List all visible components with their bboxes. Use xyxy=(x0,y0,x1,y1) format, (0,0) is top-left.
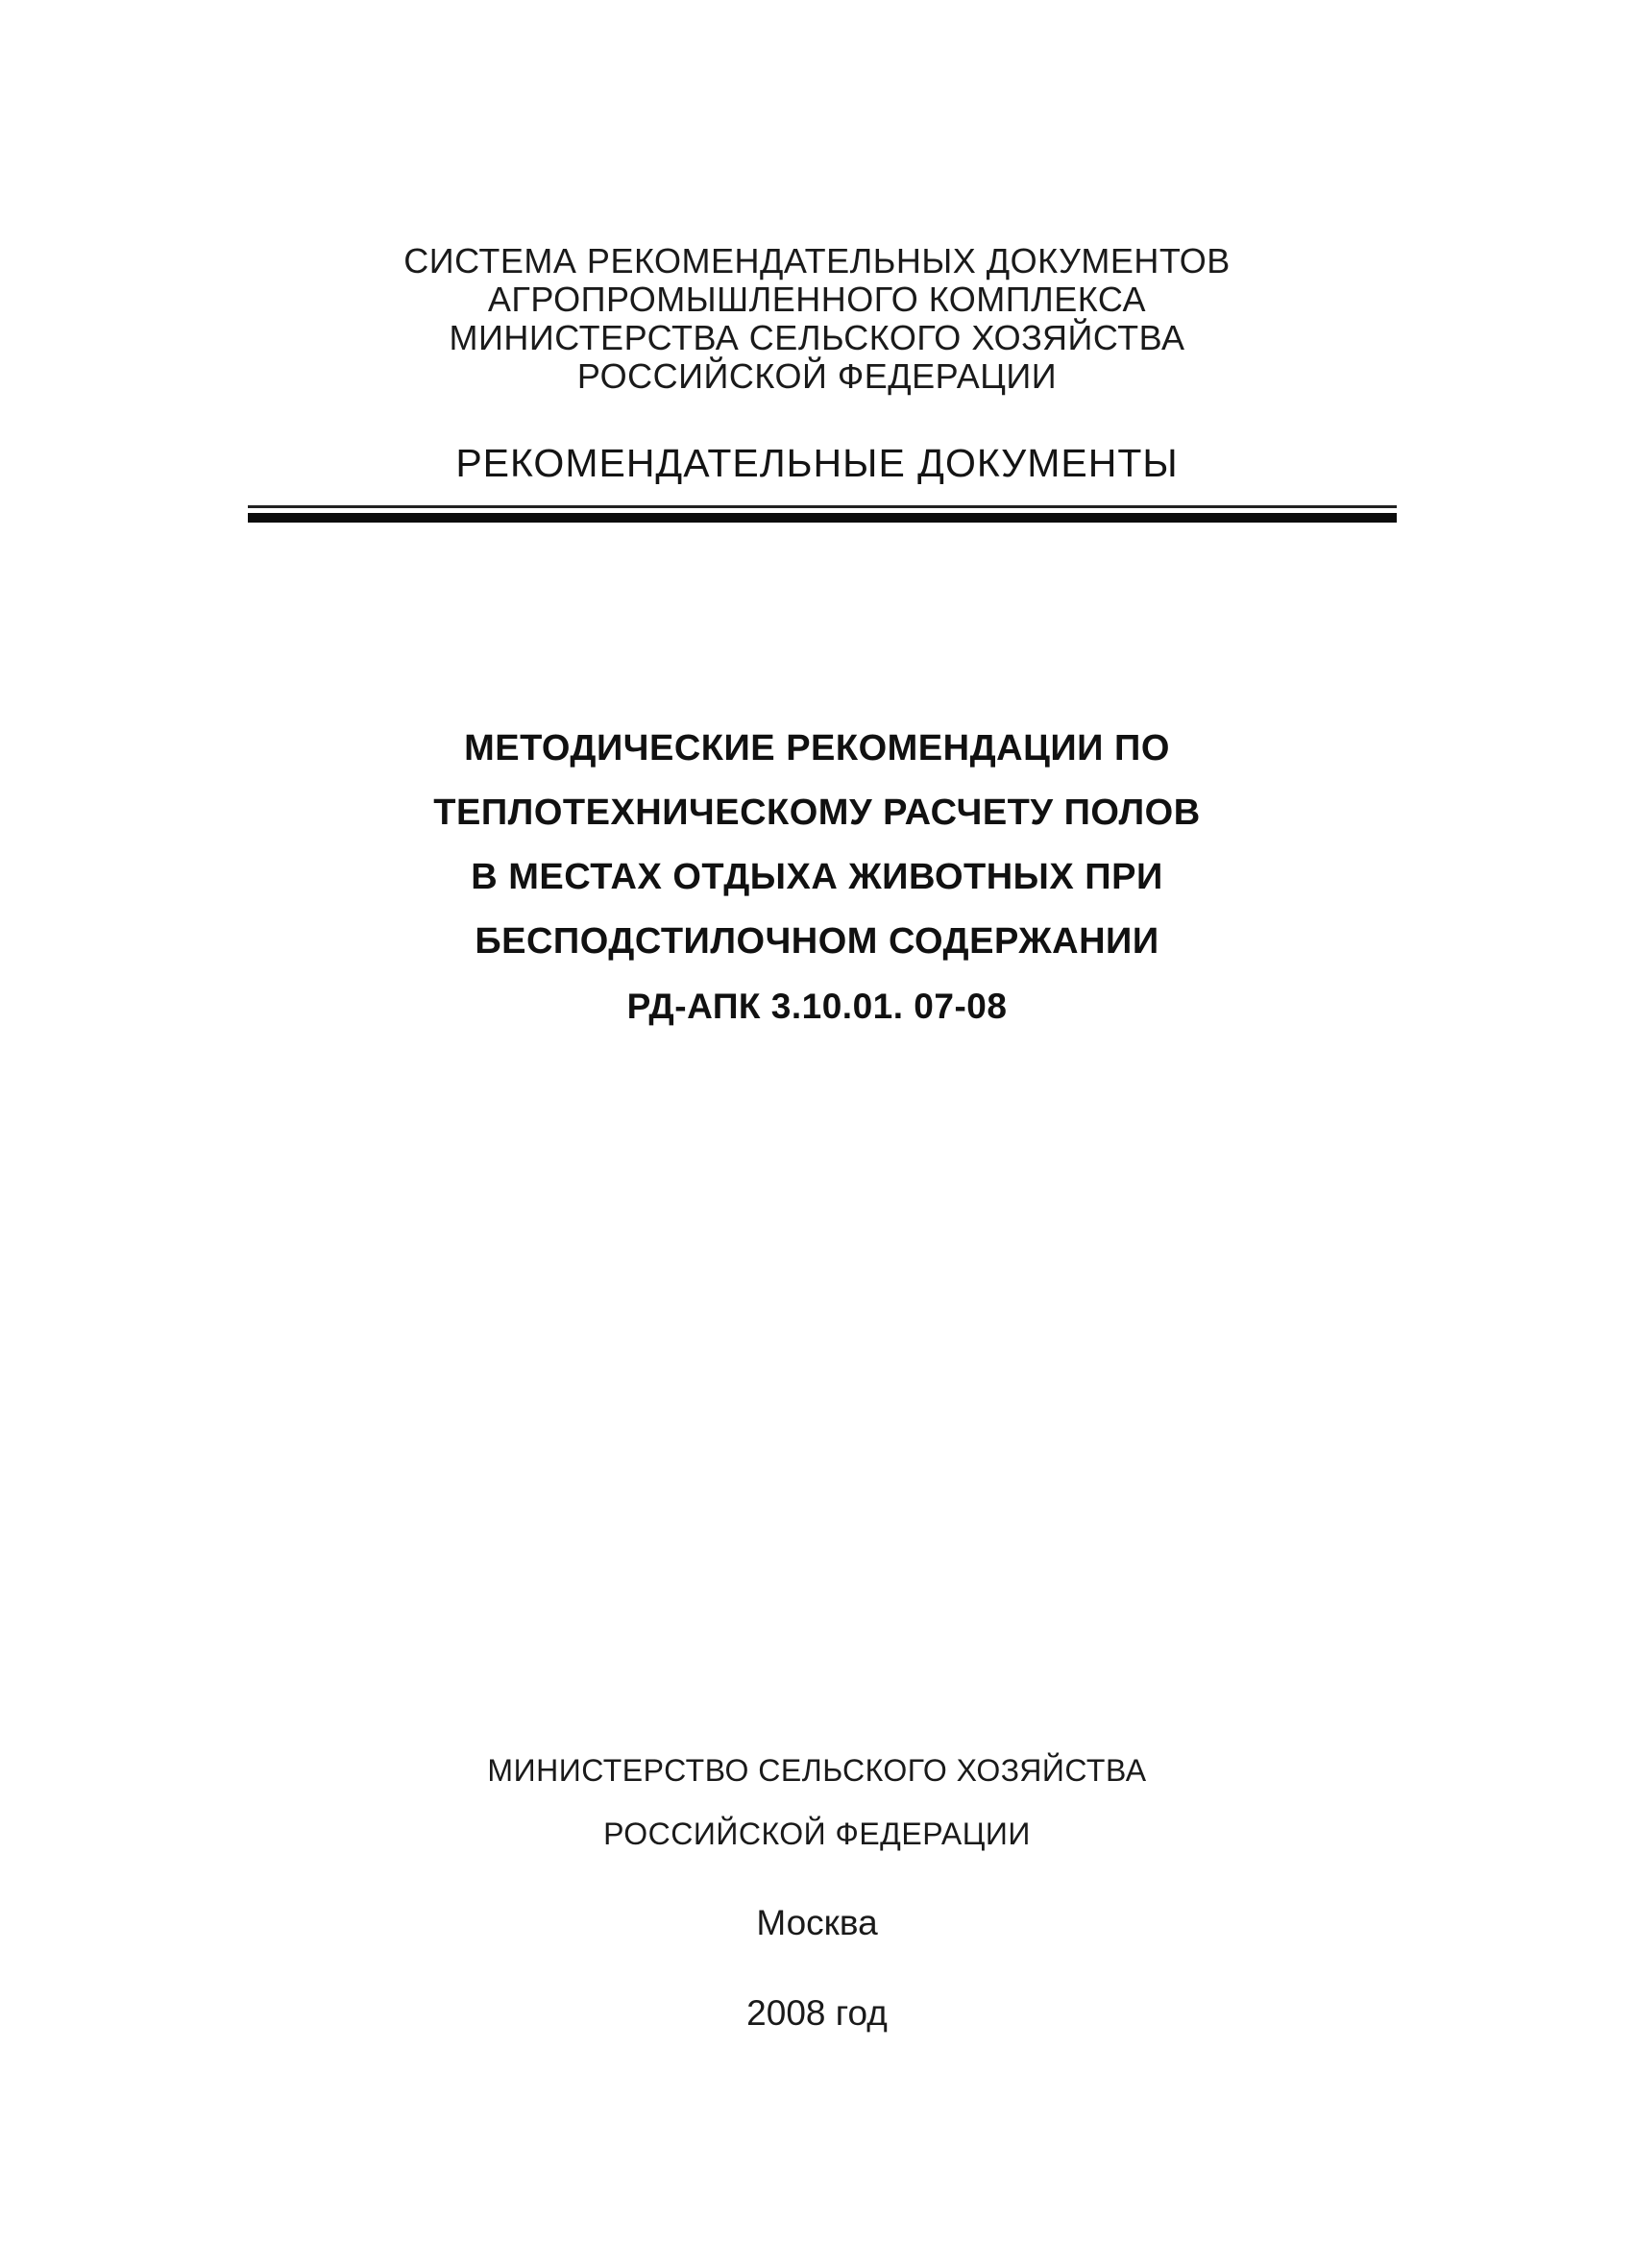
system-header-line: МИНИСТЕРСТВА СЕЛЬСКОГО ХОЗЯЙСТВА xyxy=(449,318,1185,357)
header-divider xyxy=(248,505,1397,524)
system-header-line: АГРОПРОМЫШЛЕННОГО КОМПЛЕКСА xyxy=(487,280,1147,319)
divider-thin-line xyxy=(248,505,1397,508)
document-type-heading: РЕКОМЕНДАТЕЛЬНЫЕ ДОКУМЕНТЫ xyxy=(455,441,1179,485)
document-title xyxy=(0,717,1634,974)
publisher-line: РОССИЙСКОЙ ФЕДЕРАЦИИ xyxy=(603,1817,1031,1851)
system-header-line: РОССИЙСКОЙ ФЕДЕРАЦИИ xyxy=(576,356,1058,396)
divider-thick-line xyxy=(248,513,1397,523)
publisher xyxy=(0,1739,1634,1866)
publication-city: Москва xyxy=(756,1903,878,1942)
title-line: БЕСПОДСТИЛОЧНОМ СОДЕРЖАНИИ xyxy=(475,921,1159,962)
publisher-line: МИНИСТЕРСТВО СЕЛЬСКОГО ХОЗЯЙСТВА xyxy=(487,1753,1147,1788)
title-line: В МЕСТАХ ОТДЫХА ЖИВОТНЫХ ПРИ xyxy=(471,857,1163,897)
publication-year: 2008 год xyxy=(746,1993,888,2033)
title-line: МЕТОДИЧЕСКИЕ РЕКОМЕНДАЦИИ ПО xyxy=(464,728,1170,768)
system-header-line: СИСТЕМА РЕКОМЕНДАТЕЛЬНЫХ ДОКУМЕНТОВ xyxy=(403,241,1231,280)
system-header xyxy=(0,242,1634,396)
title-line: ТЕПЛОТЕХНИЧЕСКОМУ РАСЧЕТУ ПОЛОВ xyxy=(433,793,1201,833)
document-code: РД-АПК 3.10.01. 07-08 xyxy=(626,987,1008,1026)
